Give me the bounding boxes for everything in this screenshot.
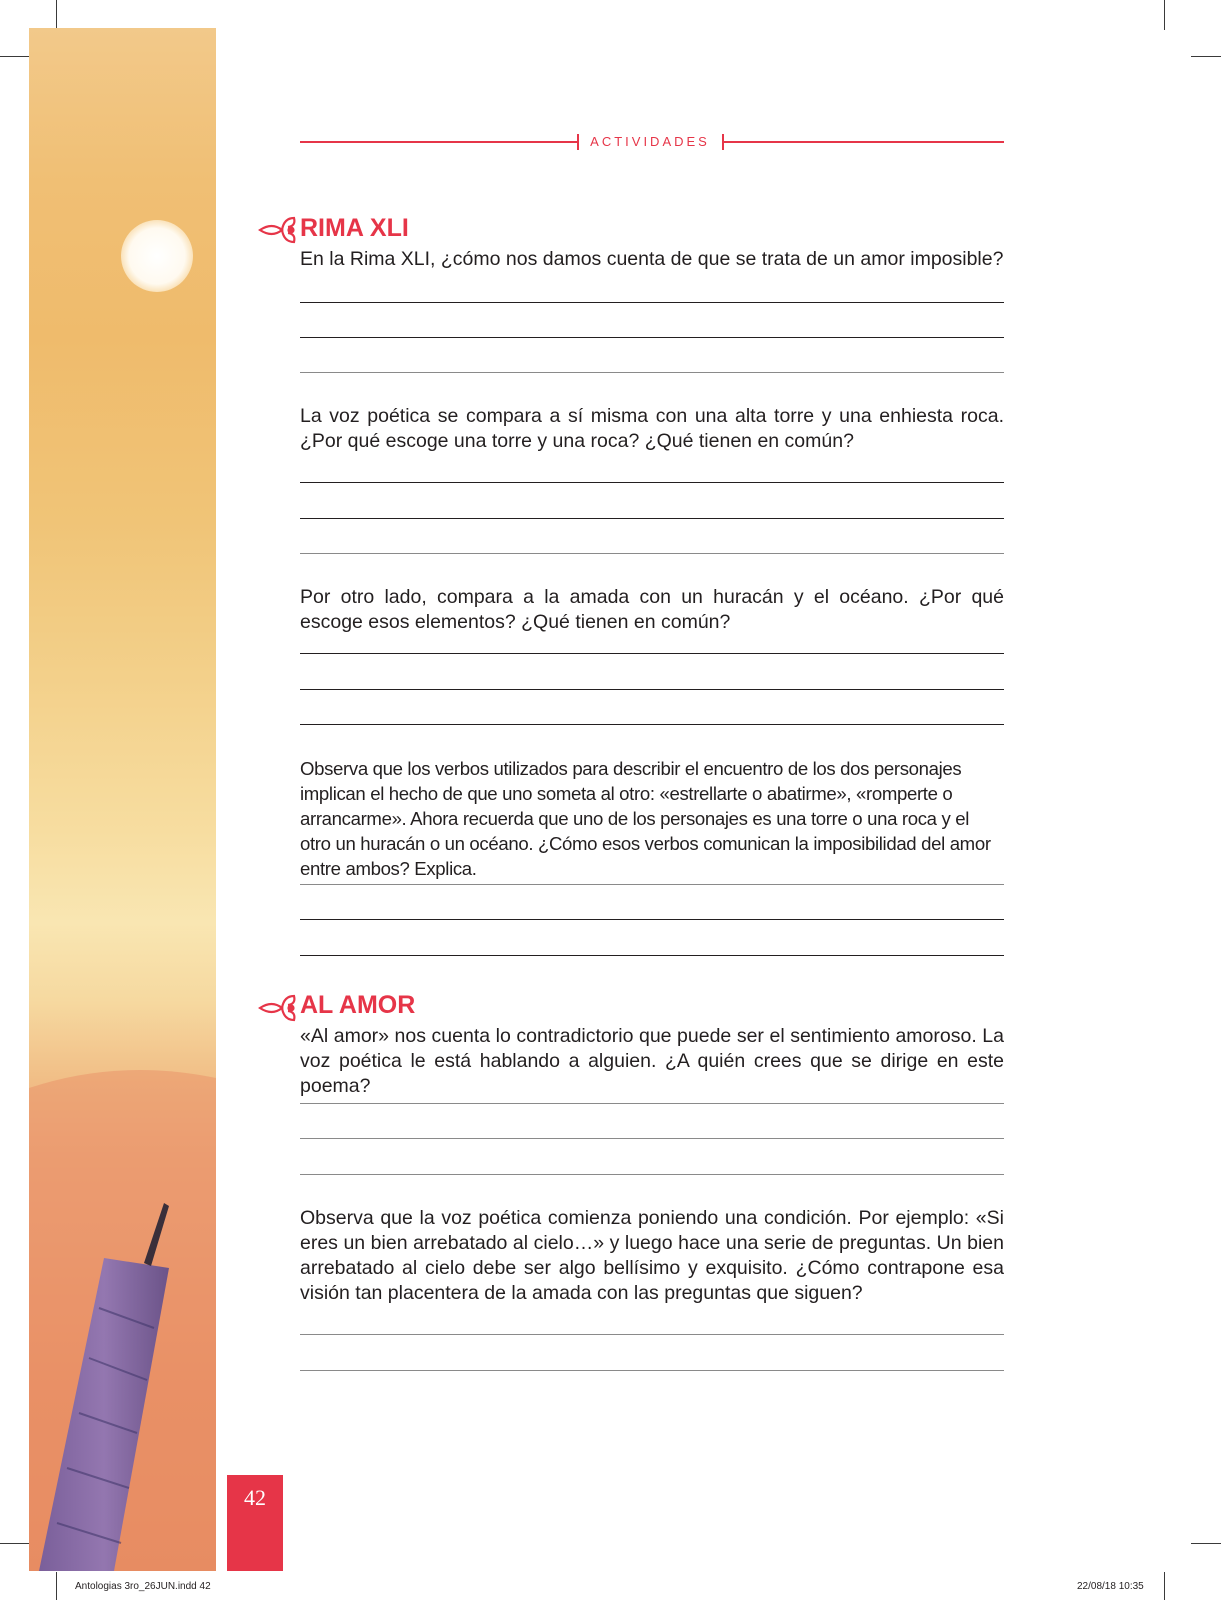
question-text: En la Rima XLI, ¿cómo nos damos cuenta de que se trata de un amor imposible? <box>300 248 1004 270</box>
footer-date: 22/08/18 10:35 <box>1077 1581 1144 1592</box>
answer-line[interactable] <box>300 653 1004 654</box>
answer-line[interactable] <box>300 302 1004 303</box>
header-tick-left <box>577 134 579 150</box>
question-text: La voz poética se compara a sí misma con una alta torre y una enhiesta roca. ¿Por qué escoge una torre y una roca? ¿Qué tienen en común? <box>300 405 1004 452</box>
tower-illustration <box>29 28 216 1571</box>
sunset-illustration <box>29 28 216 1571</box>
answer-line[interactable] <box>300 337 1004 338</box>
question-text: Observa que los verbos utilizados para describir el encuentro de los dos personajes implican el hecho de que uno someta al otro: «estrellarte o abatirme», «romperte o arrancarme». Ahora recuerda que uno de los personajes es una torre o una roca y el otro un huracán o un océano. ¿Cómo esos verbos comunican la imposibilidad del amor entre ambos? Explica. <box>300 758 991 879</box>
footer-file-name: Antologias 3ro_26JUN.indd 42 <box>75 1581 211 1592</box>
crop-mark <box>1164 0 1165 30</box>
crop-mark <box>1191 1543 1221 1544</box>
answer-line[interactable] <box>300 518 1004 519</box>
question-text: Por otro lado, compara a la amada con un huracán y el océano. ¿Por qué escoge esos elementos? ¿Qué tienen en común? <box>300 586 1004 633</box>
fleuron-icon <box>258 212 298 246</box>
crop-mark <box>1191 56 1221 57</box>
crop-mark <box>0 56 30 57</box>
question-text: Observa que la voz poética comienza poniendo una condición. Por ejemplo: «Si eres un bien arrebatado al cielo…» y luego hace una serie de preguntas. Un bien arrebatado al cielo debe ser algo bellísimo y exquisito. ¿Cómo contrapone esa visión tan placentera de la amada con las preguntas que siguen? <box>300 1207 1004 1304</box>
answer-line[interactable] <box>300 372 1004 373</box>
answer-line[interactable] <box>300 1370 1004 1371</box>
crop-mark <box>56 0 57 30</box>
section-title-rima: RIMA XLI <box>300 214 409 242</box>
answer-line[interactable] <box>300 919 1004 920</box>
header-rule-right <box>722 141 1004 143</box>
crop-mark <box>1164 1572 1165 1600</box>
answer-line[interactable] <box>300 689 1004 690</box>
section-title-al-amor: AL AMOR <box>300 991 416 1019</box>
answer-line[interactable] <box>300 1174 1004 1175</box>
answer-line[interactable] <box>300 553 1004 554</box>
answer-line[interactable] <box>300 884 1004 885</box>
page-number: 42 <box>227 1475 283 1571</box>
answer-line[interactable] <box>300 1103 1004 1104</box>
answer-line[interactable] <box>300 955 1004 956</box>
question-text: «Al amor» nos cuenta lo contradictorio que puede ser el sentimiento amoroso. La voz poética le está hablando a alguien. ¿A quién crees que se dirige en este poema? <box>300 1025 1004 1097</box>
answer-line[interactable] <box>300 1138 1004 1139</box>
header-label: ACTIVIDADES <box>590 134 710 149</box>
answer-line[interactable] <box>300 724 1004 725</box>
fleuron-icon <box>258 990 298 1024</box>
answer-line[interactable] <box>300 482 1004 483</box>
crop-mark <box>56 1572 57 1600</box>
crop-mark <box>0 1543 30 1544</box>
answer-line[interactable] <box>300 1334 1004 1335</box>
header-rule-left <box>300 141 578 143</box>
